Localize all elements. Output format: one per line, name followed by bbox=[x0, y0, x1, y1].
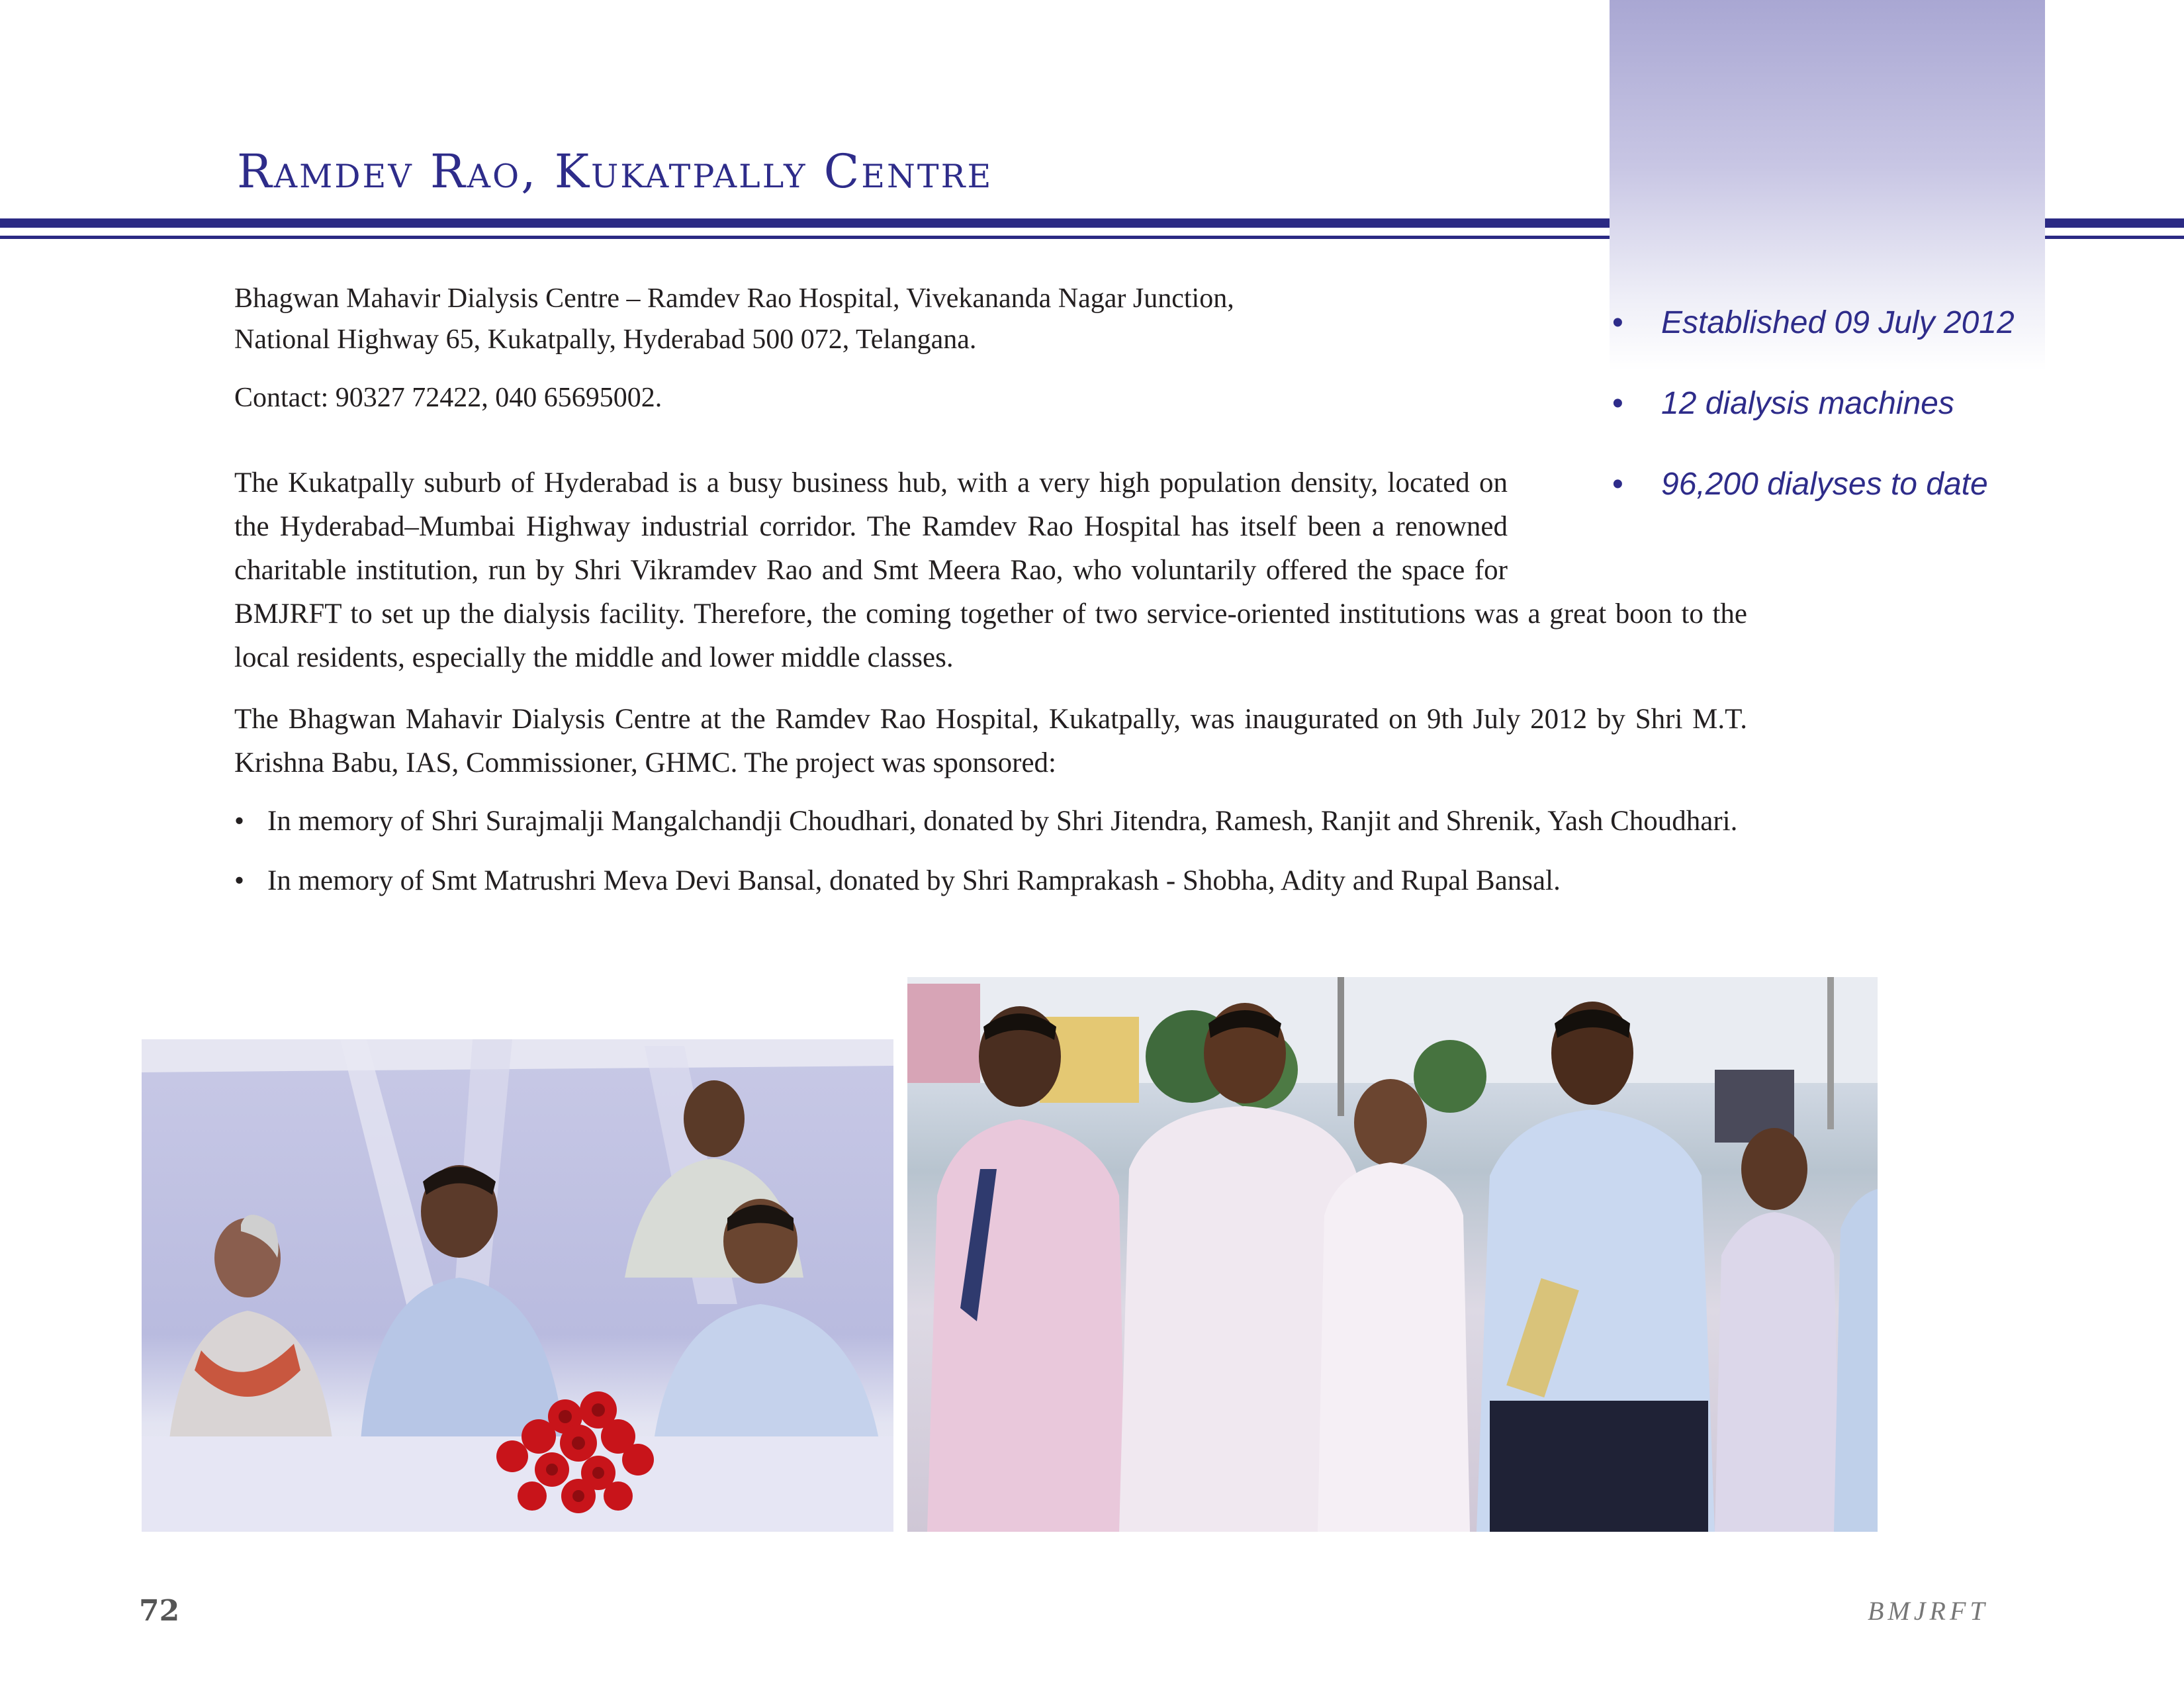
photo-group-walking bbox=[907, 977, 1878, 1532]
sponsor-list bbox=[234, 800, 1747, 919]
bullet-icon: • bbox=[1612, 467, 1623, 502]
sponsor-item: • In memory of Shri Surajmalji Mangalchandji Choudhari, donated by Shri Jitendra, Ramesh, Ranjit and Shrenik, Yash Choudhari. bbox=[234, 800, 1747, 843]
bullet-icon: • bbox=[1612, 386, 1623, 421]
address-line-2: National Highway 65, Kukatpally, Hyderabad 500 072, Telangana. bbox=[234, 324, 977, 355]
sponsor-item: • In memory of Smt Matrushri Meva Devi Bansal, donated by Shri Ramprakash - Shobha, Adity and Rupal Bansal. bbox=[234, 859, 1747, 903]
header-rule-thick-right bbox=[2045, 218, 2184, 228]
page-title: Ramdev Rao, Kukatpally Centre bbox=[237, 144, 993, 199]
contact-info: Contact: 90327 72422, 040 65695002. bbox=[234, 383, 662, 413]
paragraph-inauguration: The Bhagwan Mahavir Dialysis Centre at the Ramdev Rao Hospital, Kukatpally, was inaugurated on 9th July 2012 by Shri M.T. Krishna Babu, IAS, Commissioner, GHMC. The project was sponsored: bbox=[234, 704, 1747, 778]
header-rule-thin bbox=[0, 236, 1610, 239]
photo-dignitaries-seated bbox=[142, 1039, 893, 1532]
fact-dialyses: • 96,200 dialyses to date bbox=[1612, 467, 1988, 502]
header-rule-thick bbox=[0, 218, 1610, 228]
address-line-1: Bhagwan Mahavir Dialysis Centre – Ramdev Rao Hospital, Vivekananda Nagar Junction, bbox=[234, 283, 1234, 314]
address-block bbox=[234, 278, 1492, 360]
footer-brand: BMJRFT bbox=[1868, 1596, 1989, 1626]
paragraph-intro: The Kukatpally suburb of Hyderabad is a busy business hub, with a very high population density, located on the Hyderabad–Mumbai Highway industrial corridor. The Ramdev Rao Hospital has itself been a renowned charitable institution, run by Shri Vikramdev Rao and Smt Meera Rao, who voluntarily offered the space for BMJRFT to set up the dialysis facility. Therefore, the coming together of two service-oriented institutions was a great boon to the local residents, especially the middle and lower middle classes. bbox=[234, 461, 1747, 680]
header-rule-thin-right bbox=[2045, 236, 2184, 239]
wrap-spacer bbox=[1508, 461, 1747, 592]
fact-established: • Established 09 July 2012 bbox=[1612, 305, 2015, 340]
bullet-icon: • bbox=[234, 806, 245, 837]
bullet-icon: • bbox=[234, 865, 245, 896]
page-number: 72 bbox=[139, 1594, 180, 1628]
fact-machines: • 12 dialysis machines bbox=[1612, 386, 1954, 421]
bullet-icon: • bbox=[1612, 305, 1623, 340]
